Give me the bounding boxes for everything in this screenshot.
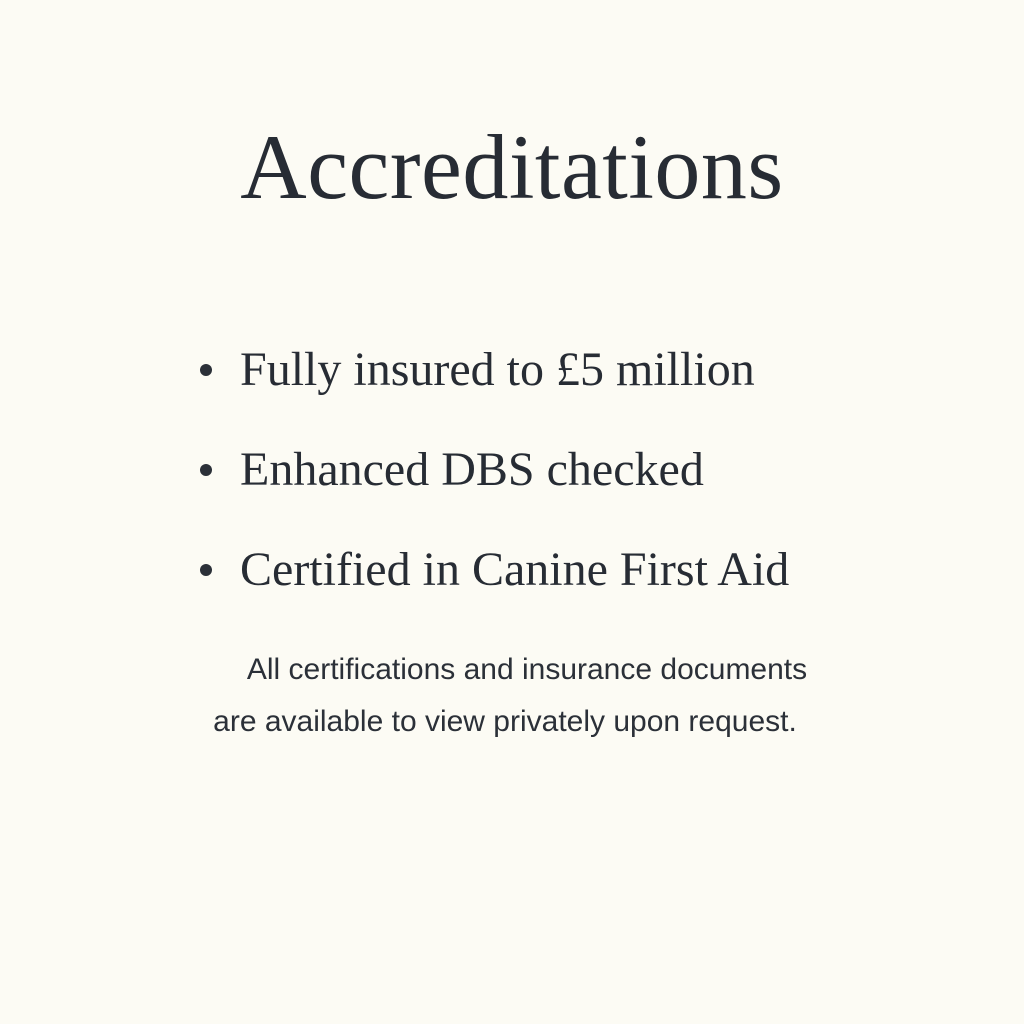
note-line: All certifications and insurance documents (246, 653, 808, 686)
list-item (190, 320, 789, 420)
documents-note (0, 644, 1024, 748)
bullet-icon (200, 464, 212, 476)
list-item (190, 520, 789, 620)
page-title: Accreditations (240, 116, 784, 218)
accreditation-dbs: Enhanced DBS checked (240, 443, 704, 496)
note-line: are available to view privately upon request. (213, 705, 797, 738)
accreditation-insurance: Fully insured to £5 million (240, 343, 755, 396)
accreditations-list (190, 320, 789, 620)
bullet-icon (200, 564, 212, 576)
list-item (190, 420, 789, 520)
bullet-icon (200, 364, 212, 376)
accreditation-first-aid: Certified in Canine First Aid (240, 543, 790, 596)
